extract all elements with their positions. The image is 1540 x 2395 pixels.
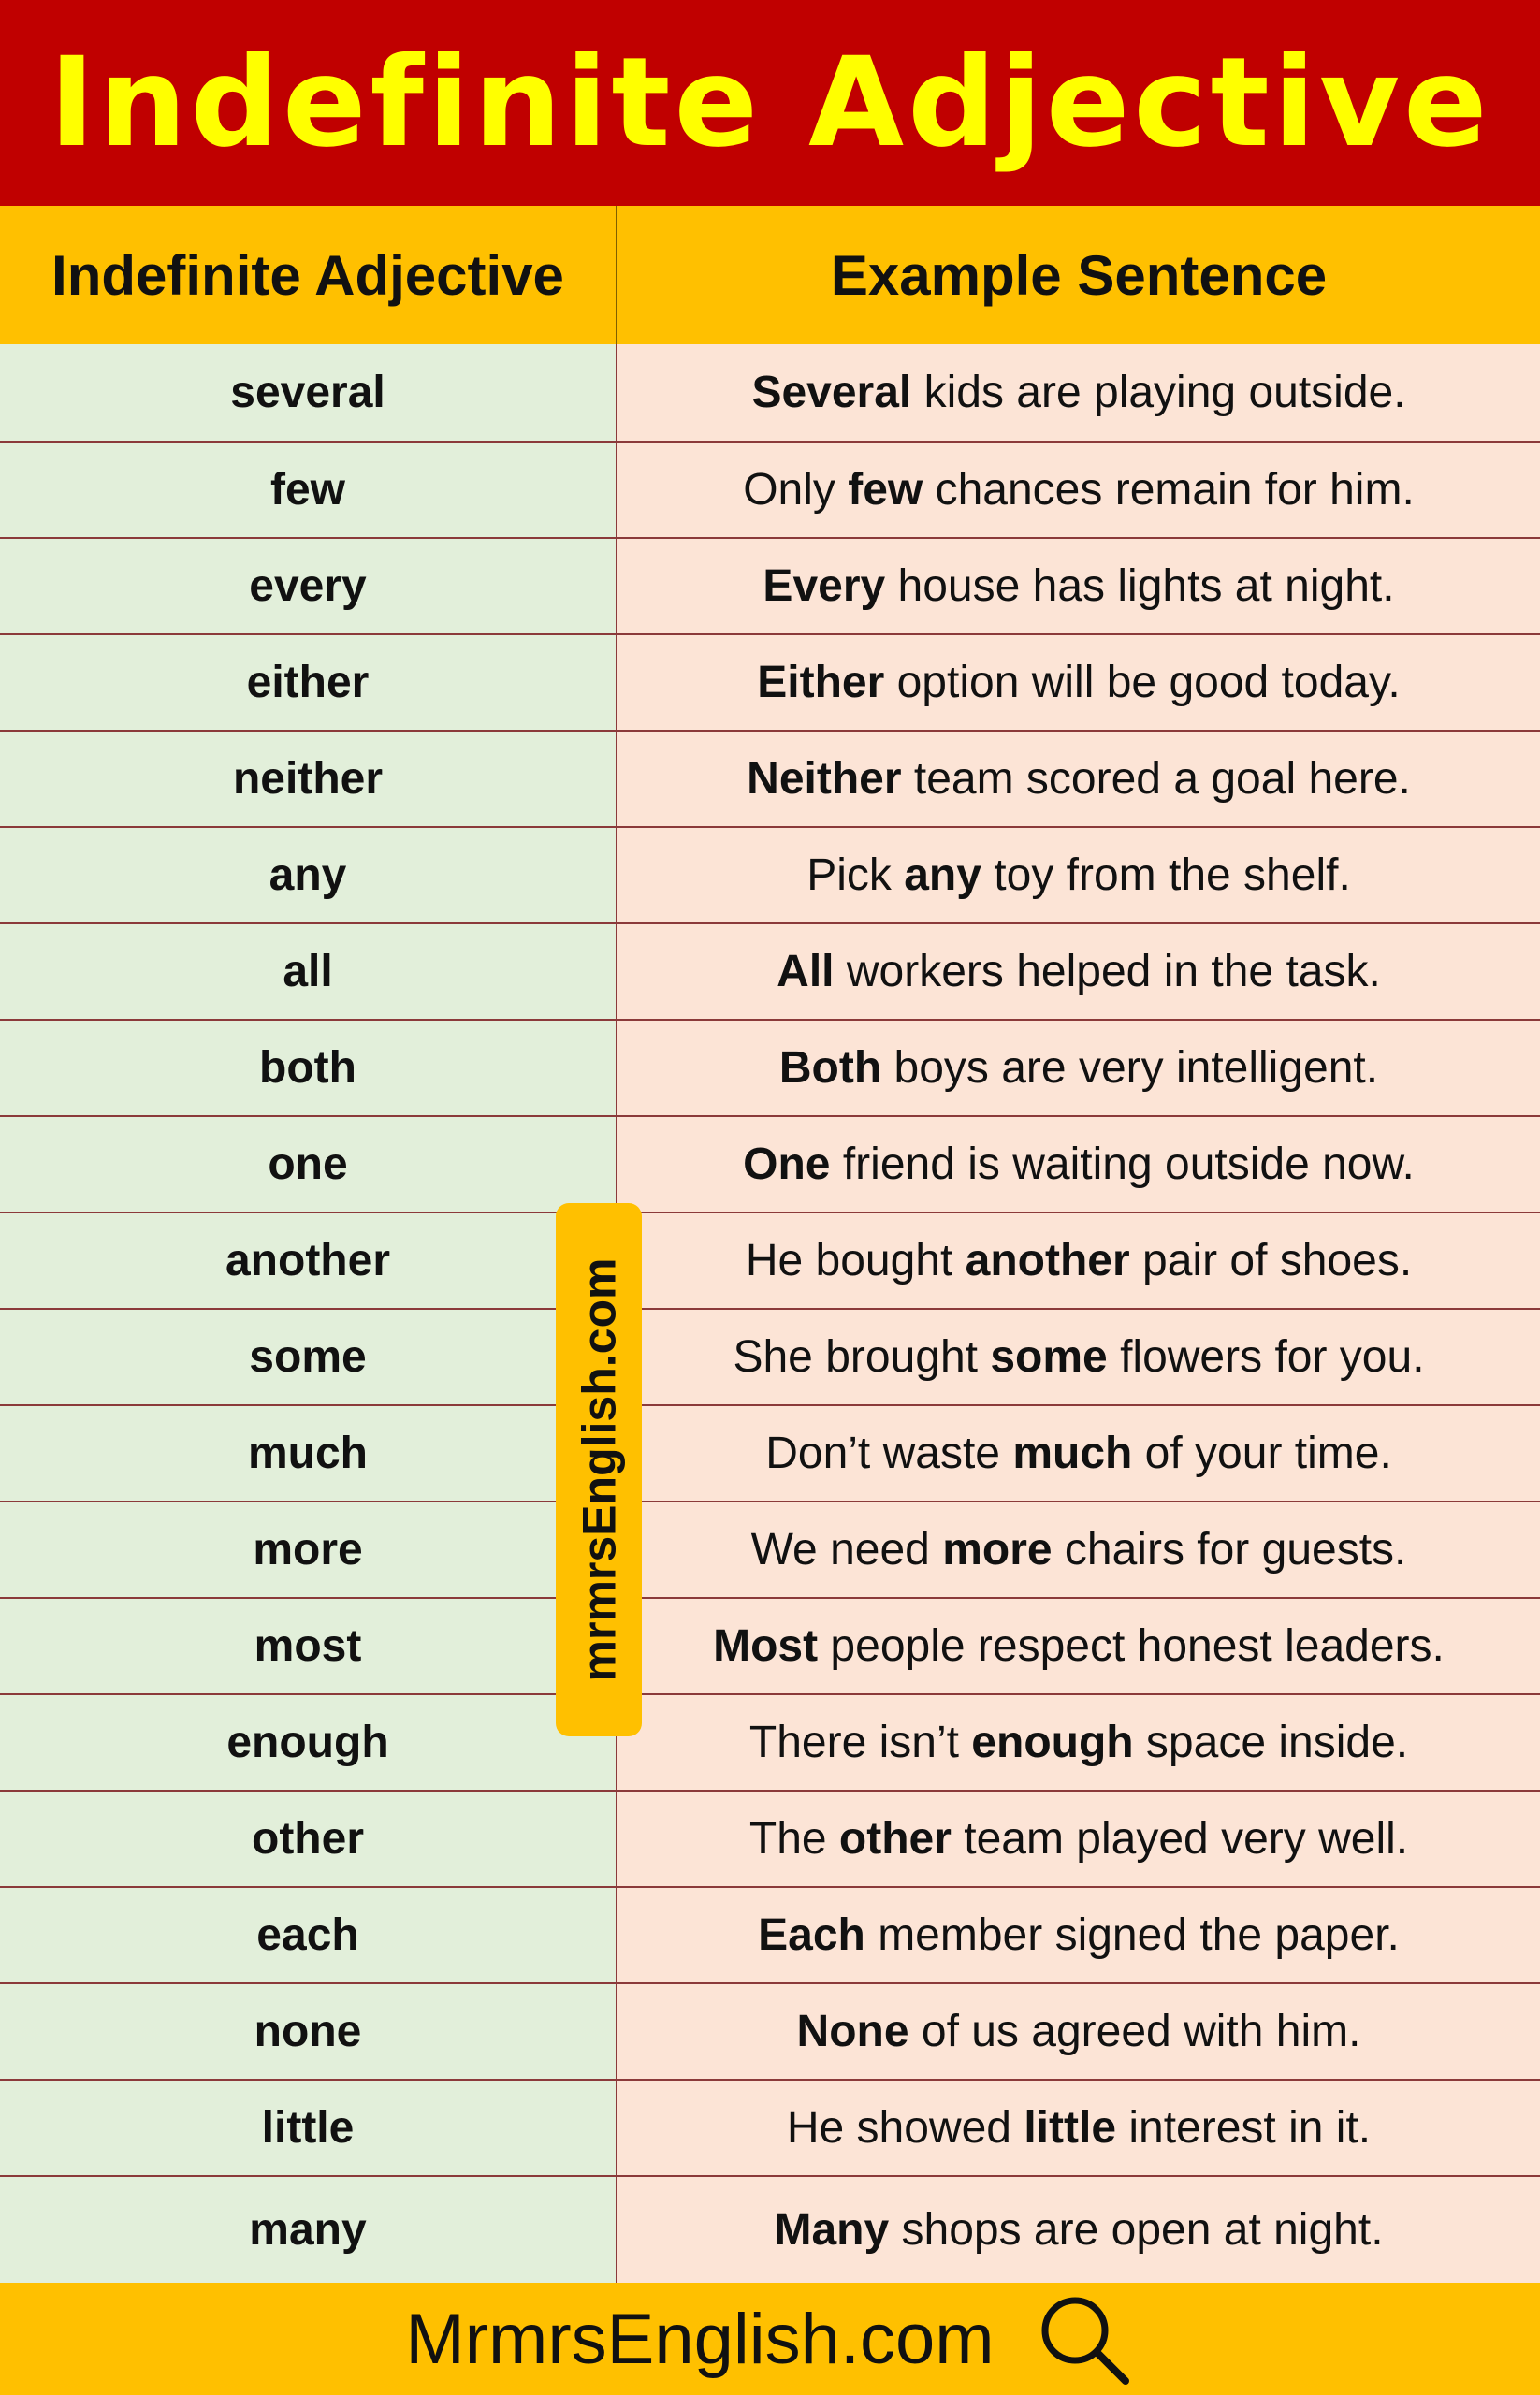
sentence-highlight: Several bbox=[751, 368, 912, 417]
table-row bbox=[0, 2079, 1540, 2175]
sentence-cell bbox=[617, 1599, 1540, 1693]
sentence-highlight: None bbox=[796, 2007, 909, 2056]
sentence-prefix: He bought bbox=[745, 1236, 966, 1285]
table-row bbox=[0, 537, 1540, 633]
sentence-highlight: much bbox=[1012, 1429, 1133, 1478]
adjective-cell: any bbox=[0, 828, 617, 922]
table-row bbox=[0, 1115, 1540, 1212]
adjective-cell: much bbox=[0, 1406, 617, 1501]
sentence-highlight: Neither bbox=[747, 754, 902, 804]
sentence-suffix: of us agreed with him. bbox=[908, 2007, 1361, 2056]
sentence-prefix: He showed bbox=[786, 2103, 1024, 2153]
table-row bbox=[0, 730, 1540, 826]
sentence-cell bbox=[617, 443, 1540, 537]
footer-site-name: MrmrsEnglish.com bbox=[405, 2299, 995, 2379]
sentence-highlight: little bbox=[1024, 2103, 1117, 2153]
sentence-suffix: people respect honest leaders. bbox=[818, 1621, 1445, 1671]
adjective-cell: many bbox=[0, 2177, 617, 2283]
table-row bbox=[0, 1019, 1540, 1115]
sentence-highlight: few bbox=[848, 465, 923, 515]
adjective-cell: neither bbox=[0, 732, 617, 826]
sentence-highlight: Many bbox=[774, 2205, 890, 2255]
sentence-suffix: boys are very intelligent. bbox=[881, 1043, 1379, 1093]
table-row bbox=[0, 922, 1540, 1019]
table-row bbox=[0, 1790, 1540, 1886]
sentence-cell bbox=[617, 1695, 1540, 1790]
table-row bbox=[0, 1308, 1540, 1404]
adjective-cell: every bbox=[0, 539, 617, 633]
sentence-cell bbox=[617, 1888, 1540, 1982]
sentence-highlight: Either bbox=[757, 658, 885, 707]
sentence-cell bbox=[617, 1021, 1540, 1115]
table-row bbox=[0, 1212, 1540, 1308]
table-row bbox=[0, 2175, 1540, 2283]
sentence-cell bbox=[617, 1213, 1540, 1308]
header-example-sentence: Example Sentence bbox=[830, 243, 1328, 307]
sentence-suffix: team scored a goal here. bbox=[901, 754, 1411, 804]
sentence-cell bbox=[617, 1310, 1540, 1404]
footer-bar bbox=[0, 2283, 1540, 2395]
sentence-prefix: We need bbox=[750, 1525, 943, 1575]
sentence-suffix: house has lights at night. bbox=[885, 561, 1395, 611]
adjective-cell: none bbox=[0, 1984, 617, 2079]
table-row bbox=[0, 1982, 1540, 2079]
page-title: Indefinite Adjective bbox=[49, 31, 1491, 175]
sentence-cell bbox=[617, 1792, 1540, 1886]
sentence-cell bbox=[617, 1406, 1540, 1501]
sentence-suffix: space inside. bbox=[1133, 1718, 1409, 1767]
adjective-cell: enough bbox=[0, 1695, 617, 1790]
sentence-cell bbox=[617, 1502, 1540, 1597]
sentence-suffix: flowers for you. bbox=[1107, 1332, 1425, 1382]
sentence-highlight: All bbox=[777, 947, 835, 996]
sentence-suffix: friend is waiting outside now. bbox=[830, 1139, 1415, 1189]
table-row bbox=[0, 344, 1540, 441]
sentence-cell bbox=[617, 2177, 1540, 2283]
adjective-cell: more bbox=[0, 1502, 617, 1597]
adjective-cell: little bbox=[0, 2081, 617, 2175]
sentence-suffix: pair of shoes. bbox=[1129, 1236, 1413, 1285]
sentence-highlight: Every bbox=[763, 561, 886, 611]
table-row bbox=[0, 633, 1540, 730]
sentence-cell bbox=[617, 2081, 1540, 2175]
table-row bbox=[0, 1404, 1540, 1501]
sentence-highlight: Both bbox=[778, 1043, 882, 1093]
adjective-cell: each bbox=[0, 1888, 617, 1982]
sentence-suffix: workers helped in the task. bbox=[834, 947, 1381, 996]
watermark-text: mrmrsEnglish.com bbox=[573, 1257, 625, 1682]
sentence-highlight: another bbox=[965, 1236, 1130, 1285]
table-row bbox=[0, 826, 1540, 922]
sentence-prefix: The bbox=[748, 1814, 839, 1864]
sentence-highlight: One bbox=[743, 1139, 831, 1189]
table-row bbox=[0, 1886, 1540, 1982]
table-row bbox=[0, 1693, 1540, 1790]
table-row bbox=[0, 441, 1540, 537]
sentence-prefix: Don’t waste bbox=[765, 1429, 1013, 1478]
adjective-cell: most bbox=[0, 1599, 617, 1693]
sentence-suffix: shops are open at night. bbox=[889, 2205, 1384, 2255]
adjective-cell: both bbox=[0, 1021, 617, 1115]
sentence-prefix: Only bbox=[743, 465, 849, 515]
adjective-cell: several bbox=[0, 344, 617, 441]
sentence-highlight: more bbox=[942, 1525, 1053, 1575]
adjective-cell: some bbox=[0, 1310, 617, 1404]
sentence-highlight: Each bbox=[758, 1910, 865, 1960]
adjective-cell: other bbox=[0, 1792, 617, 1886]
search-icon bbox=[1032, 2287, 1135, 2390]
adjective-cell: all bbox=[0, 924, 617, 1019]
adjective-cell: few bbox=[0, 443, 617, 537]
sentence-suffix: chances remain for him. bbox=[923, 465, 1415, 515]
sentence-highlight: some bbox=[990, 1332, 1108, 1382]
sentence-suffix: kids are playing outside. bbox=[911, 368, 1406, 417]
adjective-cell: either bbox=[0, 635, 617, 730]
table-header bbox=[0, 206, 1540, 344]
sentence-highlight: other bbox=[838, 1814, 952, 1864]
adjective-cell: another bbox=[0, 1213, 617, 1308]
table-row bbox=[0, 1597, 1540, 1693]
table-body bbox=[0, 344, 1540, 2283]
sentence-highlight: any bbox=[904, 850, 981, 900]
sentence-cell bbox=[617, 1984, 1540, 2079]
sentence-suffix: chairs for guests. bbox=[1052, 1525, 1407, 1575]
table-row bbox=[0, 1501, 1540, 1597]
sentence-suffix: member signed the paper. bbox=[864, 1910, 1400, 1960]
sentence-suffix: option will be good today. bbox=[884, 658, 1401, 707]
sentence-suffix: of your time. bbox=[1132, 1429, 1392, 1478]
sentence-cell bbox=[617, 828, 1540, 922]
sentence-suffix: team played very well. bbox=[951, 1814, 1409, 1864]
sentence-highlight: Most bbox=[713, 1621, 819, 1671]
sentence-cell bbox=[617, 539, 1540, 633]
sentence-cell bbox=[617, 732, 1540, 826]
header-indefinite-adjective: Indefinite Adjective bbox=[0, 206, 617, 344]
sentence-highlight: enough bbox=[971, 1718, 1134, 1767]
sentence-cell bbox=[617, 635, 1540, 730]
sentence-prefix: There isn’t bbox=[748, 1718, 972, 1767]
sentence-prefix: She brought bbox=[733, 1332, 991, 1382]
sentence-cell bbox=[617, 924, 1540, 1019]
title-banner bbox=[0, 0, 1540, 206]
sentence-suffix: interest in it. bbox=[1116, 2103, 1372, 2153]
adjective-cell: one bbox=[0, 1117, 617, 1212]
sentence-suffix: toy from the shelf. bbox=[981, 850, 1351, 900]
sentence-cell bbox=[617, 344, 1540, 441]
watermark-badge bbox=[556, 1203, 642, 1736]
sentence-cell bbox=[617, 1117, 1540, 1212]
sentence-prefix: Pick bbox=[806, 850, 905, 900]
